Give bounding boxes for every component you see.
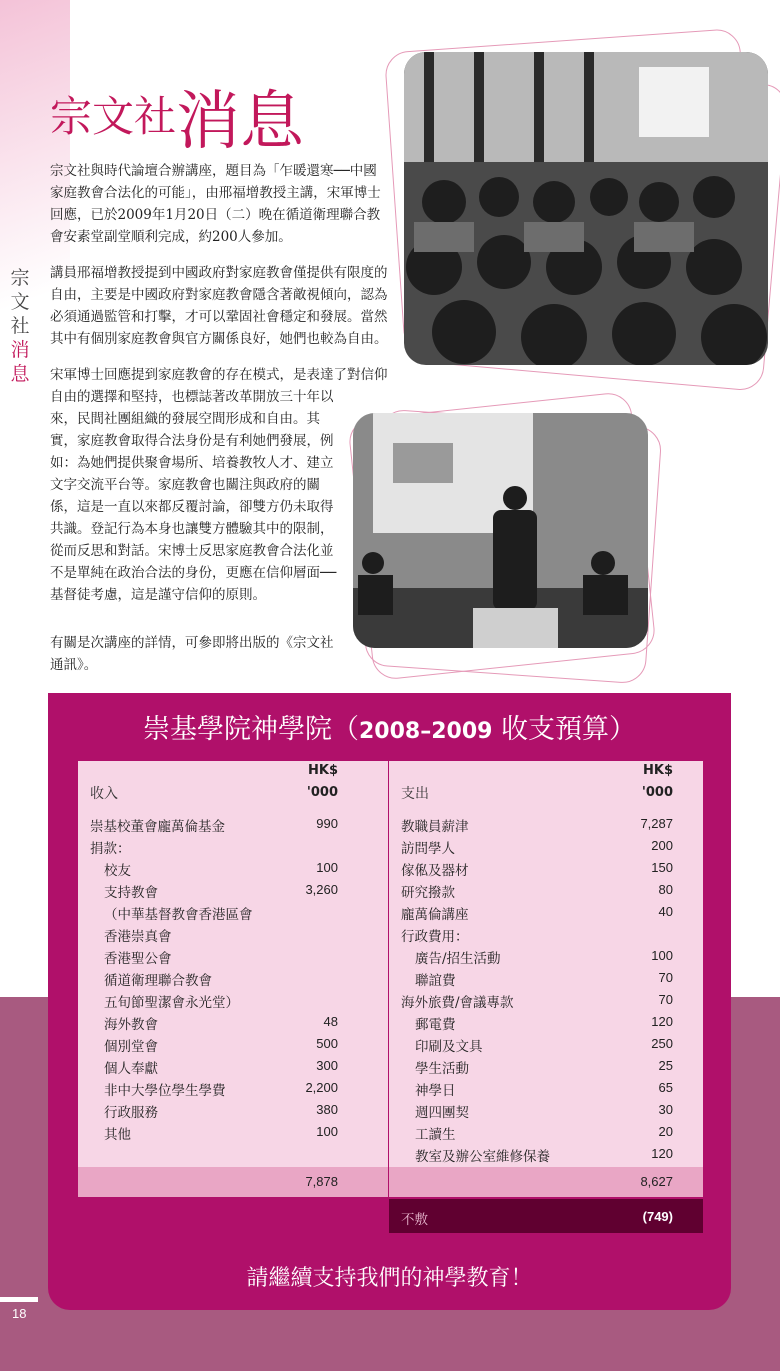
expense-row-label: 印刷及文具 (415, 1039, 483, 1055)
page-number-line (0, 1297, 38, 1302)
income-unit: '000 (306, 785, 338, 800)
income-row-label: （中華基督教會香港區會 (104, 907, 253, 923)
expense-header: 支出 (401, 786, 429, 802)
title-large: 消息 (176, 85, 305, 159)
expense-row-value: 65 (658, 1080, 673, 1095)
speaker-photo (353, 413, 648, 648)
deficit-label: 不敷 (401, 1212, 428, 1228)
income-row-value: 100 (316, 860, 338, 875)
income-row-value: 300 (316, 1058, 338, 1073)
expense-row-label: 訪問學人 (401, 841, 455, 857)
income-row-label: 支持教會 (104, 885, 158, 901)
expense-row-value: 200 (651, 838, 673, 853)
expense-row-label: 聯誼費 (415, 973, 456, 989)
expense-row-label: 廣告/招生活動 (415, 951, 501, 967)
article-paragraph-4: 有關是次講座的詳情，可參即將出版的《宗文社通訊》。 (50, 635, 334, 673)
expense-row-value: 70 (658, 992, 673, 1007)
budget-title-years: 2008–2009 (358, 719, 493, 744)
budget-title-paren: （ (331, 714, 359, 745)
income-row-label: 五旬節聖潔會永光堂） (104, 995, 239, 1011)
article-paragraph-2: 講員邢福增教授提到中國政府對家庭教會僅提供有限度的自由，主要是中國政府對家庭教會隱含著敵視傾向，認為必須通過監管和打擊，才可以鞏固社會穩定和發展。當然其中有個別家庭教會與官方關係良好，她們也較為自由。 (50, 265, 388, 347)
expense-row-value: 120 (651, 1014, 673, 1029)
income-row-label: 校友 (104, 863, 131, 879)
income-row-label: 循道衛理聯合教會 (104, 973, 212, 989)
article-paragraph-3a: 宋軍博士回應提到家庭教會的存在模式，是表達了對信仰 (50, 367, 388, 383)
income-row-label: 海外教會 (104, 1017, 158, 1033)
expense-total: 8,627 (640, 1174, 673, 1189)
income-row-label: 個人奉獻 (104, 1061, 158, 1077)
side-char: 消 (10, 339, 30, 361)
expense-row-label: 學生活動 (415, 1061, 469, 1077)
income-row-label: 其他 (104, 1127, 131, 1143)
expense-row-label: 工讀生 (415, 1127, 456, 1143)
audience-photo (404, 52, 768, 365)
page-title (50, 58, 305, 159)
side-char: 社 (10, 315, 30, 337)
budget-title-rest: 收支預算） (492, 714, 637, 745)
expense-row-label: 傢俬及器材 (401, 863, 469, 879)
expense-row-value: 100 (651, 948, 673, 963)
expense-row-value: 30 (658, 1102, 673, 1117)
side-vertical-label (10, 266, 30, 386)
income-row-label: 個別堂會 (104, 1039, 158, 1055)
expense-row-label: 海外旅費/會議專款 (401, 995, 514, 1011)
expense-row-label: 教室及辦公室維修保養 (415, 1149, 550, 1165)
side-char: 息 (10, 363, 30, 385)
expense-row-value: 150 (651, 860, 673, 875)
expense-row-value: 20 (658, 1124, 673, 1139)
expense-row-label: 研究撥款 (401, 885, 455, 901)
budget-footer: 請繼續支持我們的神學教育！ (246, 1266, 533, 1291)
budget-title-main: 崇基學院神學院 (142, 714, 332, 745)
expense-row-value: 25 (658, 1058, 673, 1073)
page-number: 18 (12, 1306, 27, 1321)
article-paragraph-3b: 自由的選擇和堅持，也標誌著改革開放三十年以來，民間社團組織的發展空間形成和自由。其實，家庭教會取得合法身份是有利她們發展，例如：為她們提供聚會場所、培養教牧人才、建立文字交流平台等。家庭教會也關注與政府的關係，這是一直以來都反覆討論，卻雙方仍未取得共識。登記行為本身也讓雙方體驗其中的限制，從而反思和對話。宋博士反思家庭教會合法化並不是單純在政治合法的身份，更應在信仰層面──基督徒考慮，這是謹守信仰的原則。 (50, 389, 337, 603)
expense-row-value: 80 (658, 882, 673, 897)
expense-row-label: 郵電費 (415, 1017, 456, 1033)
expense-row-value: 120 (651, 1146, 673, 1161)
income-row-value: 48 (323, 1014, 338, 1029)
budget-title (48, 707, 731, 746)
income-header: 收入 (90, 786, 118, 802)
income-row-value: 100 (316, 1124, 338, 1139)
income-total-band (78, 1167, 388, 1197)
expense-row-label: 神學日 (415, 1083, 456, 1099)
title-small: 宗文社 (50, 92, 177, 141)
income-row-label: 行政服務 (104, 1105, 158, 1121)
income-row-label: 捐款： (90, 841, 131, 857)
side-char: 文 (10, 291, 30, 313)
income-row-label: 香港崇真會 (104, 929, 172, 945)
expense-row-label: 行政費用： (401, 929, 469, 945)
income-row-value: 990 (316, 816, 338, 831)
income-currency: HK$ (308, 763, 338, 778)
expense-row-value: 7,287 (640, 816, 673, 831)
income-row-value: 2,200 (305, 1080, 338, 1095)
income-row-value: 380 (316, 1102, 338, 1117)
expense-row-value: 250 (651, 1036, 673, 1051)
expense-row-label: 週四團契 (415, 1105, 469, 1121)
income-row-label: 非中大學位學生學費 (104, 1083, 226, 1099)
expense-row-value: 70 (658, 970, 673, 985)
expense-row-label: 教職員薪津 (401, 819, 469, 835)
deficit-value: (749) (642, 1209, 673, 1224)
article-paragraph-1: 宗文社與時代論壇合辦講座，題目為「乍暖還寒──中國家庭教會合法化的可能」，由邢福增教授主講，宋軍博士回應，已於2009年1月20日（二）晚在循道衛理聯合教會安素堂副堂順利完成，約200人參加。 (50, 163, 381, 245)
expense-unit: '000 (641, 785, 673, 800)
expense-row-value: 40 (658, 904, 673, 919)
income-row-value: 3,260 (305, 882, 338, 897)
budget-section (48, 693, 731, 1310)
expense-currency: HK$ (643, 763, 673, 778)
income-total: 7,878 (305, 1174, 338, 1189)
side-char: 宗 (10, 267, 30, 289)
income-row-label: 崇基校董會龐萬倫基金 (90, 819, 225, 835)
income-row-label: 香港聖公會 (104, 951, 172, 967)
income-row-value: 500 (316, 1036, 338, 1051)
expense-row-label: 龐萬倫講座 (401, 907, 469, 923)
